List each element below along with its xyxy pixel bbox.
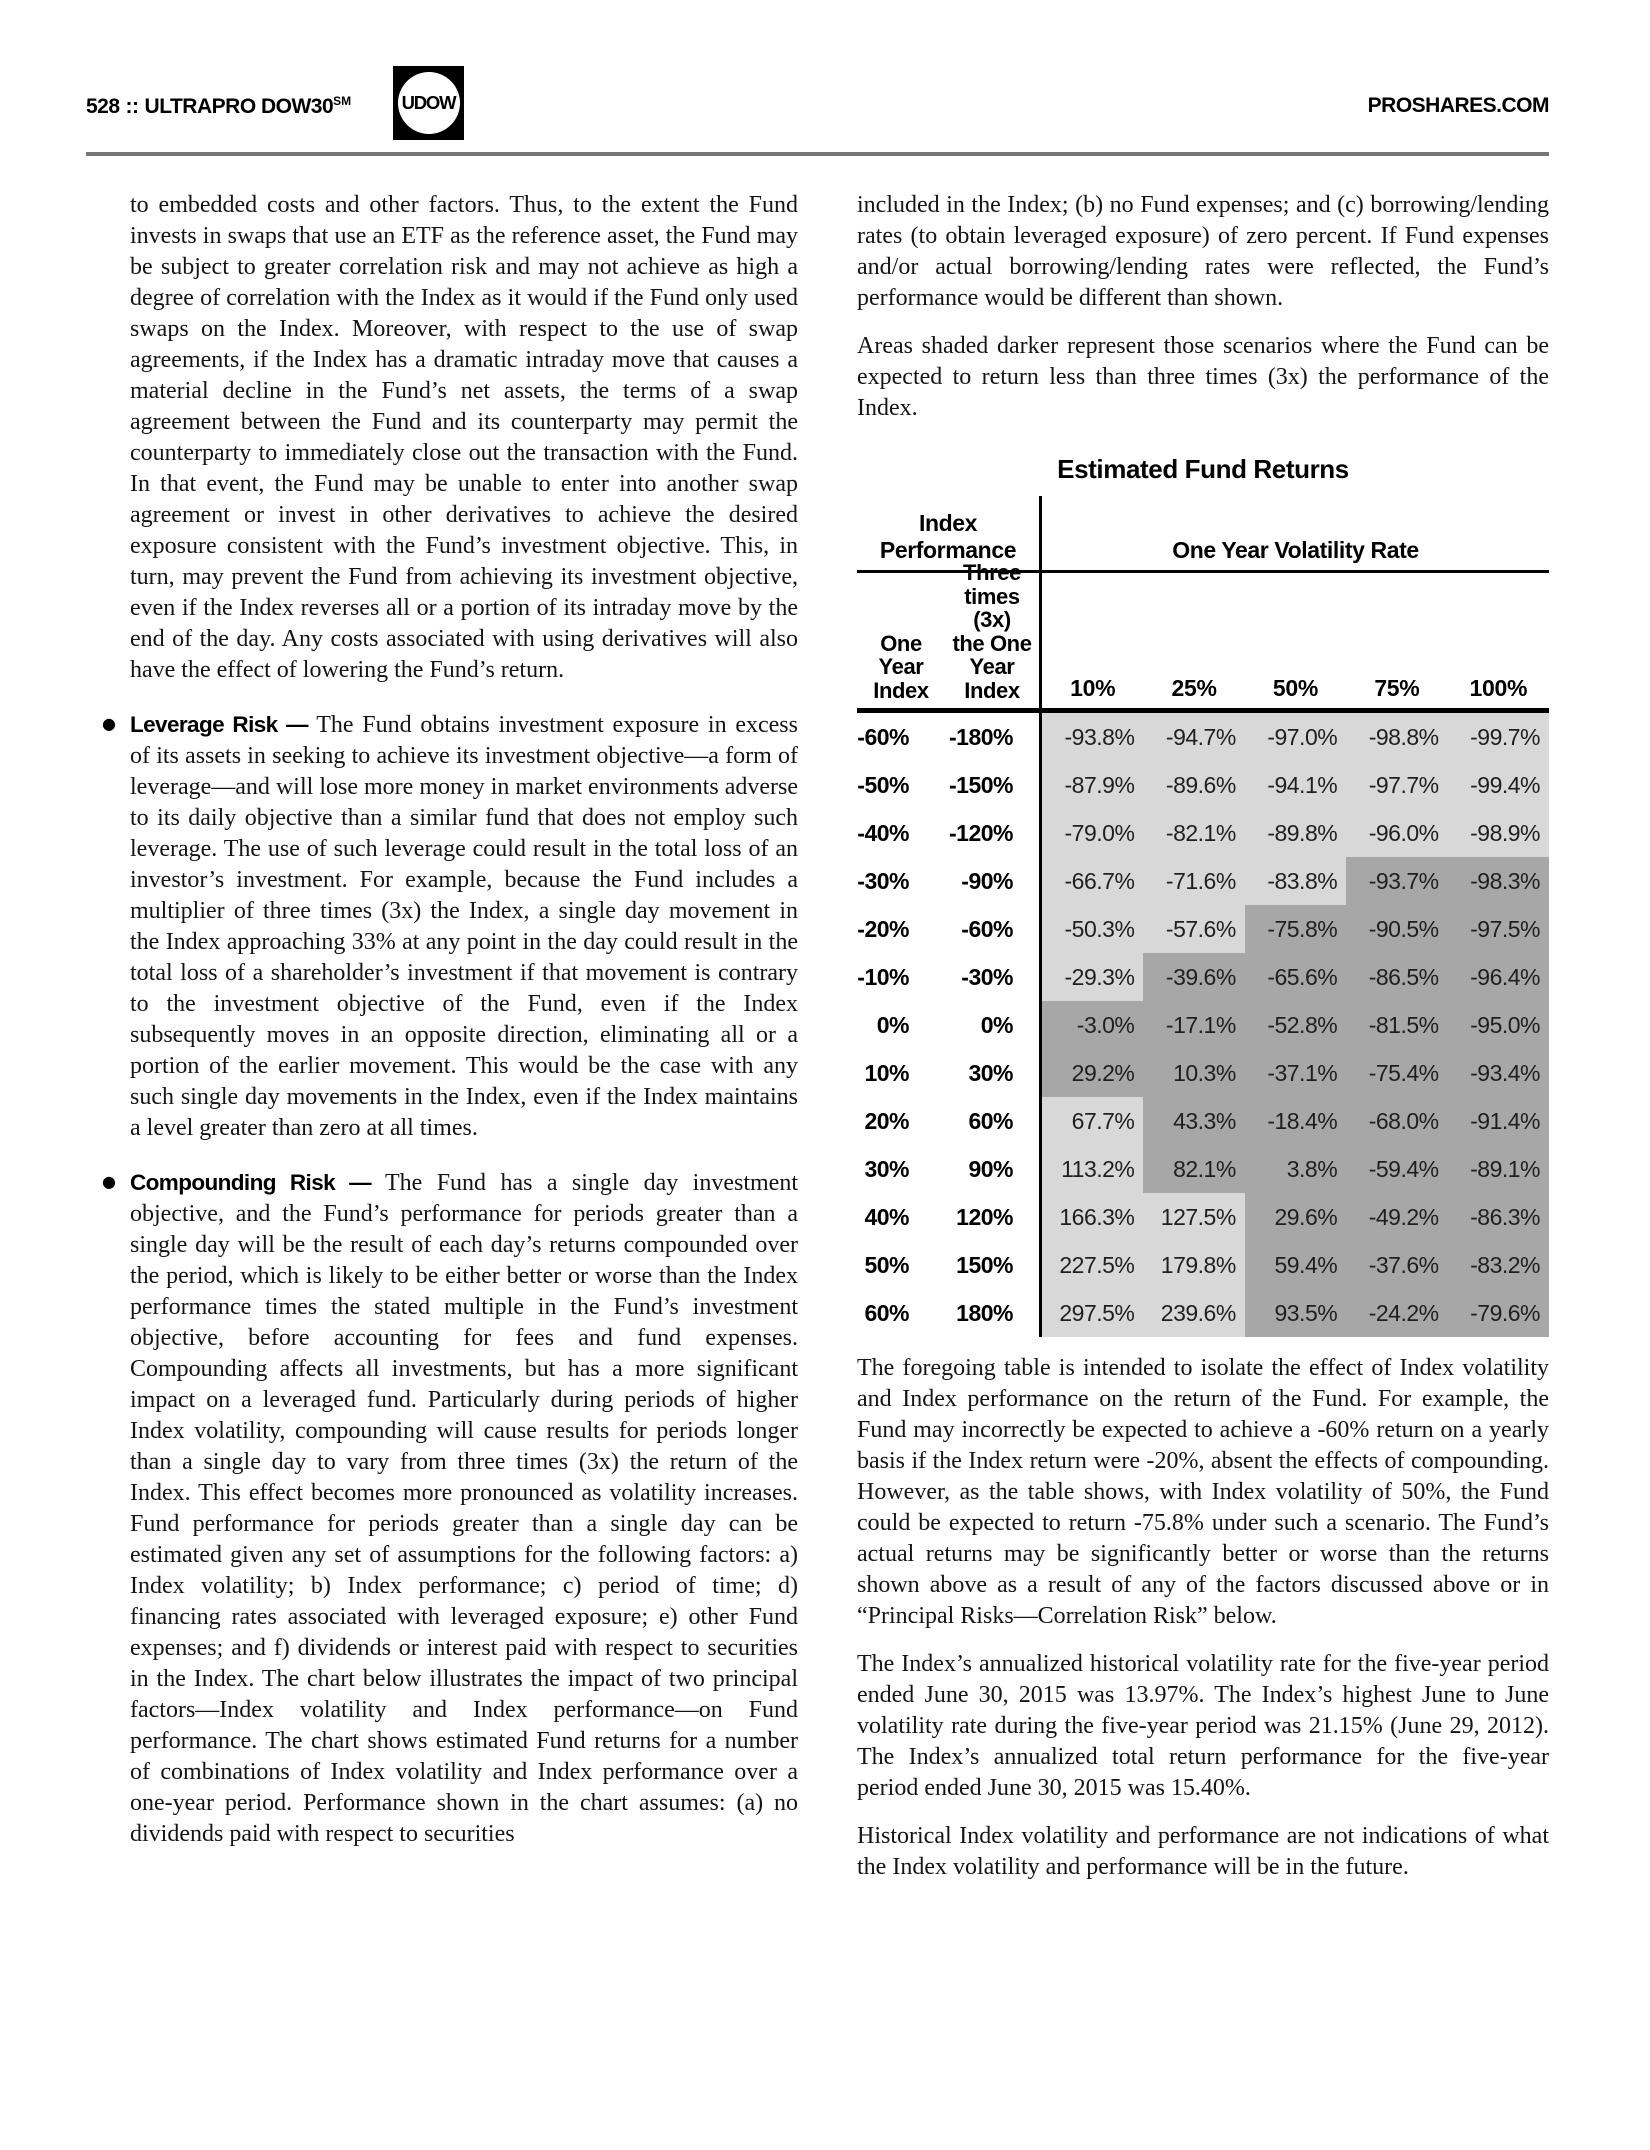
ticker-label: UDOW bbox=[398, 72, 460, 134]
table-cell-return-value: -79.6% bbox=[1448, 1289, 1549, 1337]
table-cell-return-value: 93.5% bbox=[1245, 1289, 1346, 1337]
table-cell-return-value: -37.1% bbox=[1245, 1049, 1346, 1097]
risk-bullet-leverage bbox=[102, 709, 798, 1144]
table-cell-return-value: -3.0% bbox=[1042, 1001, 1143, 1049]
table-cell-return-value: -39.6% bbox=[1143, 953, 1244, 1001]
table-cell-one-year-index: -60% bbox=[857, 723, 909, 750]
table-cell-return-value: 43.3% bbox=[1143, 1097, 1244, 1145]
table-cell-return-value: -17.1% bbox=[1143, 1001, 1244, 1049]
table-cell-return-value: -50.3% bbox=[1042, 905, 1143, 953]
table-cell-return-value: -24.2% bbox=[1346, 1289, 1447, 1337]
table-cell-return-value: -68.0% bbox=[1346, 1097, 1447, 1145]
masthead-left bbox=[86, 94, 351, 119]
page-number: 528 bbox=[86, 95, 120, 118]
table-cell-return-value: -86.5% bbox=[1346, 953, 1447, 1001]
header-divider bbox=[86, 152, 1549, 156]
table-cell-return-value: -96.4% bbox=[1448, 953, 1549, 1001]
table-cell-return-value: -97.0% bbox=[1245, 713, 1346, 761]
table-title: Estimated Fund Returns bbox=[1057, 454, 1349, 484]
table-cell-return-value: -94.1% bbox=[1245, 761, 1346, 809]
table-cell-return-value: -59.4% bbox=[1346, 1145, 1447, 1193]
table-cell-return-value: -29.3% bbox=[1042, 953, 1143, 1001]
table-cell-return-value: -89.8% bbox=[1245, 809, 1346, 857]
table-cell-return-value: -98.3% bbox=[1448, 857, 1549, 905]
table-cell-one-year-index: -40% bbox=[857, 819, 909, 846]
table-cell-one-year-index: -20% bbox=[857, 915, 909, 942]
table-cell-return-value: -93.8% bbox=[1042, 713, 1143, 761]
table-cell-return-value: -37.6% bbox=[1346, 1241, 1447, 1289]
risk-term: Compounding Risk — bbox=[130, 1170, 371, 1195]
table-cell-three-times: 180% bbox=[945, 1289, 1042, 1337]
risk-term: Leverage Risk — bbox=[130, 712, 308, 737]
table-cell-return-value: -87.9% bbox=[1042, 761, 1143, 809]
body-paragraph: to embedded costs and other factors. Thus, to the extent the Fund invests in swaps that use an ETF as the reference asset, the Fund may be subject to greater correlation risk and may not achieve as high a degree of correlation with the Index as it would if the Fund only used swaps on the Index. Moreover, with respect to the use of swap agreements, if the Index has a dramatic intraday move that causes a material decline in the Fund’s net assets, the terms of a swap agreement between the Fund and its counterparty may permit the counterparty to immediately close out the transaction with the Fund. In that event, the Fund may be unable to enter into another swap agreement or invest in other derivatives to achieve the desired exposure consistent with the Fund’s investment objective. This, in turn, may prevent the Fund from achieving its investment objective, even if the Index reverses all or a portion of its intraday move by the end of the day. Any costs associated with using derivatives will also have the effect of lowering the Fund’s return. bbox=[130, 192, 798, 683]
table-cell-return-value: 3.8% bbox=[1245, 1145, 1346, 1193]
table-cell-three-times: 60% bbox=[945, 1097, 1042, 1145]
table-cell-three-times: 90% bbox=[945, 1145, 1042, 1193]
bullet-paragraph bbox=[130, 709, 798, 1144]
table-cell-return-value: 67.7% bbox=[1042, 1097, 1143, 1145]
table-header-volatility-col: 100% bbox=[1448, 573, 1549, 713]
table-header-index-performance: Index Performance bbox=[857, 496, 1042, 573]
table-cell-return-value: -97.5% bbox=[1448, 905, 1549, 953]
table-cell-return-value: -65.6% bbox=[1245, 953, 1346, 1001]
table-cell-return-value: 239.6% bbox=[1143, 1289, 1244, 1337]
table-cell-one-year-index: 20% bbox=[864, 1107, 909, 1134]
table-header-volatility-col: 10% bbox=[1042, 573, 1143, 713]
table-cell-three-times: -90% bbox=[945, 857, 1042, 905]
table-cell-three-times: -60% bbox=[945, 905, 1042, 953]
table-cell-return-value: -83.8% bbox=[1245, 857, 1346, 905]
table-cell-return-value: -52.8% bbox=[1245, 1001, 1346, 1049]
table-cell-one-year-index: 30% bbox=[864, 1155, 909, 1182]
table-cell-one-year-index: -10% bbox=[857, 963, 909, 990]
trademark-label: SM bbox=[333, 94, 352, 108]
table-cell-return-value: -91.4% bbox=[1448, 1097, 1549, 1145]
table-header-volatility-col: 75% bbox=[1346, 573, 1447, 713]
estimated-fund-returns-table bbox=[857, 454, 1549, 1337]
table-header-volatility-rate: One Year Volatility Rate bbox=[1042, 496, 1549, 573]
left-column bbox=[102, 190, 799, 1900]
table-cell-one-year-index: -30% bbox=[857, 867, 909, 894]
table-cell-three-times: -120% bbox=[945, 809, 1042, 857]
masthead-separator: :: bbox=[125, 95, 139, 118]
risk-bullet-compounding bbox=[102, 1167, 799, 1850]
table-cell-return-value: -49.2% bbox=[1346, 1193, 1447, 1241]
table-cell-one-year-index: 40% bbox=[864, 1203, 909, 1230]
table-cell-return-value: 166.3% bbox=[1042, 1193, 1143, 1241]
table-cell-three-times: -150% bbox=[945, 761, 1042, 809]
table-cell-return-value: -99.4% bbox=[1448, 761, 1549, 809]
table-cell-return-value: -81.5% bbox=[1346, 1001, 1447, 1049]
table-cell-one-year-index: -50% bbox=[857, 771, 909, 798]
table-header-three-times-index: Three times (3x) the One Year Index bbox=[945, 573, 1042, 713]
bullet-icon: ● bbox=[102, 714, 116, 733]
table-cell-one-year-index: 50% bbox=[864, 1251, 909, 1278]
table-cell-return-value: -86.3% bbox=[1448, 1193, 1549, 1241]
table-cell-return-value: -82.1% bbox=[1143, 809, 1244, 857]
table-cell-return-value: 113.2% bbox=[1042, 1145, 1143, 1193]
table-cell-return-value: -90.5% bbox=[1346, 905, 1447, 953]
table-cell-three-times: -180% bbox=[945, 713, 1042, 761]
table-cell-one-year-index: 10% bbox=[864, 1059, 909, 1086]
table-cell-three-times: -30% bbox=[945, 953, 1042, 1001]
bullet-icon: ● bbox=[102, 1172, 116, 1191]
table-cell-three-times: 30% bbox=[945, 1049, 1042, 1097]
table-cell-return-value: 29.2% bbox=[1042, 1049, 1143, 1097]
fund-ticker-logo bbox=[393, 66, 464, 140]
table-cell-return-value: -89.6% bbox=[1143, 761, 1244, 809]
body-paragraph: Areas shaded darker represent those scenarios where the Fund can be expected to return less than three times (3x) the performance of the Index. bbox=[857, 333, 1549, 421]
page-columns bbox=[102, 190, 1549, 1900]
table-cell-return-value: -93.4% bbox=[1448, 1049, 1549, 1097]
table-cell-return-value: -99.7% bbox=[1448, 713, 1549, 761]
website-label: PROSHARES.COM bbox=[1367, 94, 1549, 117]
table-cell-return-value: -98.8% bbox=[1346, 713, 1447, 761]
table-cell-return-value: -97.7% bbox=[1346, 761, 1447, 809]
table-cell-return-value: -98.9% bbox=[1448, 809, 1549, 857]
table-cell-three-times: 0% bbox=[945, 1001, 1042, 1049]
body-paragraph: The Index’s annualized historical volatility rate for the five-year period ended June 30, 2015 was 13.97%. The Index’s highest June to June volatility rate during the five-year period was 21.15% (June 29, 2012). The Index’s annualized total return performance for the five-year period ended June 30, 2015 was 15.40%. bbox=[857, 1651, 1549, 1801]
table-cell-return-value: 127.5% bbox=[1143, 1193, 1244, 1241]
table-header-volatility-col: 50% bbox=[1245, 573, 1346, 713]
table-cell-return-value: -71.6% bbox=[1143, 857, 1244, 905]
table-header-one-year-index: One Year Index bbox=[857, 573, 945, 713]
table-cell-three-times: 120% bbox=[945, 1193, 1042, 1241]
table-cell-return-value: 297.5% bbox=[1042, 1289, 1143, 1337]
table-cell-return-value: -18.4% bbox=[1245, 1097, 1346, 1145]
right-column bbox=[857, 190, 1549, 1900]
table-cell-return-value: -75.4% bbox=[1346, 1049, 1447, 1097]
table-cell-return-value: -89.1% bbox=[1448, 1145, 1549, 1193]
body-paragraph: Historical Index volatility and performance are not indications of what the Index volatility and performance will be in the future. bbox=[857, 1823, 1549, 1880]
table-cell-return-value: -66.7% bbox=[1042, 857, 1143, 905]
table-cell-three-times: 150% bbox=[945, 1241, 1042, 1289]
table-cell-return-value: 10.3% bbox=[1143, 1049, 1244, 1097]
table-cell-one-year-index: 60% bbox=[864, 1299, 909, 1326]
table-cell-return-value: -75.8% bbox=[1245, 905, 1346, 953]
table-header-volatility-col: 25% bbox=[1143, 573, 1244, 713]
body-paragraph: included in the Index; (b) no Fund expenses; and (c) borrowing/lending rates (to obtain leveraged exposure) of zero percent. If Fund expenses and/or actual borrowing/lending rates were reflected, the Fund’s performance would be different than shown. bbox=[857, 192, 1549, 311]
table-cell-return-value: 227.5% bbox=[1042, 1241, 1143, 1289]
table-cell-return-value: -93.7% bbox=[1346, 857, 1447, 905]
table-cell-return-value: -94.7% bbox=[1143, 713, 1244, 761]
table-cell-return-value: -79.0% bbox=[1042, 809, 1143, 857]
fund-table-grid bbox=[857, 496, 1549, 1337]
body-paragraph: The foregoing table is intended to isolate the effect of Index volatility and Index performance on the return of the Fund. For example, the Fund may incorrectly be expected to achieve a -60% return on a yearly basis if the Index return were -20%, absent the effects of compounding. However, as the table shows, with Index volatility of 50%, the Fund could be expected to return -75.8% under such a scenario. The Fund’s actual returns may be significantly better or worse than the returns shown above as a result of any of the factors discussed above or in “Principal Risks—Correlation Risk” below. bbox=[857, 1355, 1549, 1629]
table-cell-return-value: 82.1% bbox=[1143, 1145, 1244, 1193]
table-cell-one-year-index: 0% bbox=[876, 1011, 909, 1038]
table-cell-return-value: -96.0% bbox=[1346, 809, 1447, 857]
table-cell-return-value: 59.4% bbox=[1245, 1241, 1346, 1289]
fund-name: ULTRAPRO DOW30 bbox=[144, 95, 334, 118]
table-cell-return-value: -95.0% bbox=[1448, 1001, 1549, 1049]
risk-text: The Fund has a single day investment objective, and the Fund’s performance for periods greater than a single day will be the result of each day’s returns compounded over the period, which is likely to be either better or worse than the Index performance times the stated multiple in the Fund’s investment objective, before accounting for fees and fund expenses. Compounding affects all investments, but has a more significant impact on a leveraged fund. Particularly during periods of higher Index volatility, compounding will cause results for periods longer than a single day to vary from three times (3x) the return of the Index. This effect becomes more pronounced as volatility increases. Fund performance for periods greater than a single day can be estimated given any set of assumptions for the following factors: a) Index volatility; b) Index performance; c) period of time; d) financing rates associated with leveraged exposure; e) other Fund expenses; and f) dividends or interest paid with respect to securities in the Index. The chart below illustrates the impact of two principal factors—Index volatility and Index performance—on Fund performance. The chart shows estimated Fund returns for a number of combinations of Index volatility and Index performance over a one-year period. Performance shown in the chart assumes: (a) no dividends paid with respect to securities bbox=[130, 1170, 799, 1847]
table-cell-return-value: -83.2% bbox=[1448, 1241, 1549, 1289]
table-cell-return-value: 179.8% bbox=[1143, 1241, 1244, 1289]
table-cell-return-value: -57.6% bbox=[1143, 905, 1244, 953]
masthead bbox=[86, 94, 1549, 118]
bullet-paragraph bbox=[130, 1167, 798, 1850]
risk-text: The Fund obtains investment exposure in excess of its assets in seeking to achieve its investment objective—a form of leverage—and will lose more money in market environments adverse to its daily objective than a similar fund that does not employ such leverage. The use of such leverage could result in the total loss of an investor’s investment. For example, because the Fund includes a multiplier of three times (3x) the Index, a single day movement in the Index approaching 33% at any point in the day could result in the total loss of a shareholder’s investment if that movement is contrary to the investment objective of the Fund, even if the Index subsequently moves in an opposite direction, eliminating all or a portion of the earlier movement. This would be the case with any such single day movements in the Index, even if the Index maintains a level greater than zero at all times. bbox=[130, 712, 798, 1141]
table-cell-return-value: 29.6% bbox=[1245, 1193, 1346, 1241]
